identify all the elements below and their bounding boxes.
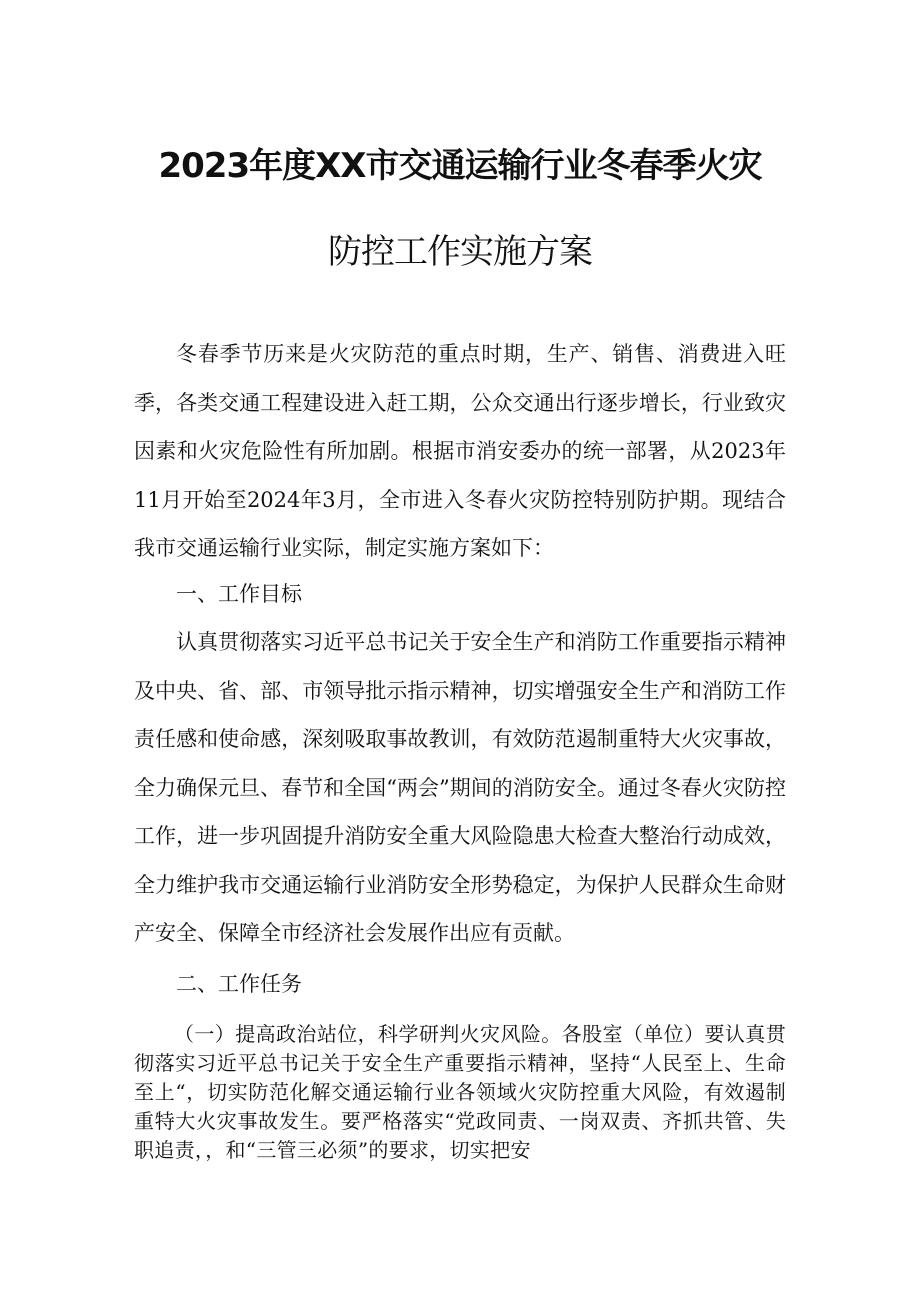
- document-title-line2: 防控工作实施方案: [328, 232, 592, 272]
- intro-paragraph: 冬春季节历来是火灾防范的重点时期，生产、销售、消费进入旺季，各类交通工程建设进入赶工期，公众交通出行逐步增长，行业致灾因素和火灾危险性有所加剧。根据市消安委办的统一部署，从2023年11月开始至2024年3月，全市进入冬春火灾防控特别防护期。现结合我市交通运输行业实际，制定实施方案如下：: [134, 342, 786, 560]
- tasks-item-paragraph: （一）提高政治站位，科学研判火灾风险。各股室（单位）要认真贯彻落实习近平总书记关于安全生产重要指示精神，坚持“人民至上、生命至上“，切实防范化解交通运输行业各领域火灾防控重大风险，有效遏制重特大火灾事故发生。要严格落实“党政同责、一岗双责、齐抓共管、失职追责，，和“三管三必须”的要求，切实把安: [134, 1022, 786, 1162]
- section-heading-goals: 一、工作目标: [176, 582, 302, 606]
- section-heading-tasks: 二、工作任务: [176, 972, 302, 996]
- goals-paragraph: 认真贯彻落实习近平总书记关于安全生产和消防工作重要指示精神及中央、省、部、市领导批示指示精神，切实增强安全生产和消防工作责任感和使命感，深刻吸取事故教训，有效防范遏制重特大火灾事故，全力确保元旦、春节和全国“两会”期间的消防安全。通过冬春火灾防控工作，进一步巩固提升消防安全重大风险隐患大检查大整治行动成效，全力维护我市交通运输行业消防安全形势稳定，为保护人民群众生命财产安全、保障全市经济社会发展作出应有贡献。: [134, 630, 786, 945]
- document-title-line1: 2023年度XX市交通运输行业冬春季火灾: [158, 146, 762, 186]
